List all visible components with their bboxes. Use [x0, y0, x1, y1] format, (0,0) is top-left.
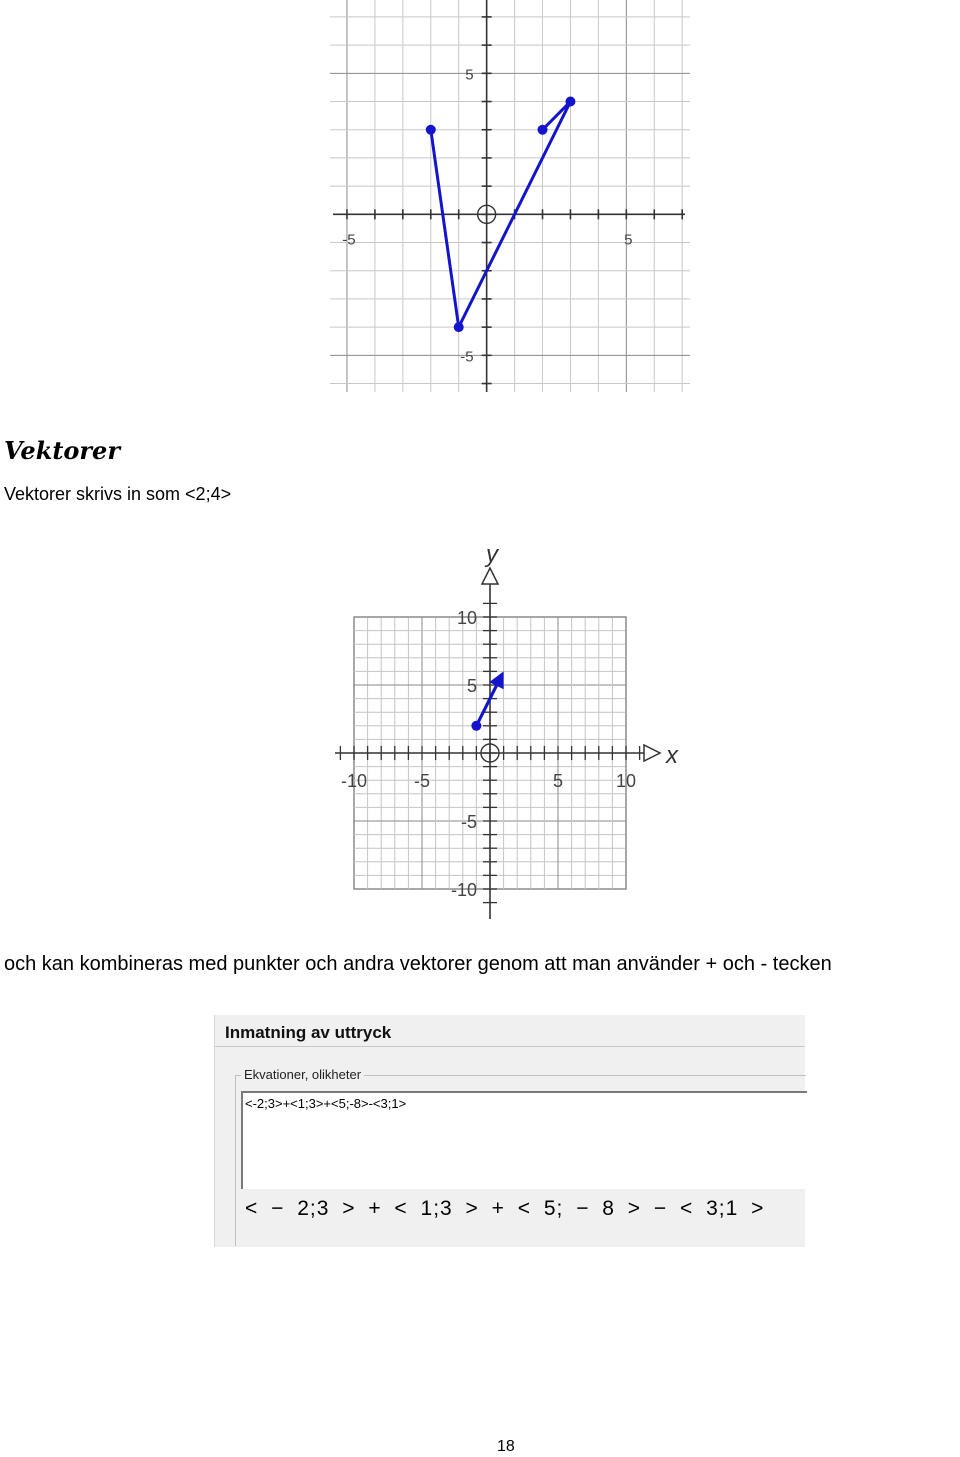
y-tick-label: -5 [460, 348, 474, 366]
y-tick-label: 5 [466, 676, 477, 696]
vector-segment [431, 130, 459, 327]
x-axis-label: x [666, 742, 678, 769]
page-number: 18 [497, 1438, 515, 1455]
point-marker [454, 322, 464, 332]
expression-input-value: <-2;3>+<1;3>+<5;-8>-<3;1> [245, 1096, 407, 1111]
axes [333, 0, 685, 392]
point-marker [538, 125, 548, 135]
x-tick-label: 5 [552, 771, 564, 791]
y-tick-label: -5 [460, 812, 477, 832]
vector-start-point [471, 721, 481, 731]
expression-input-dialog [214, 1015, 805, 1247]
x-tick-label: 10 [615, 771, 637, 791]
body-text: och kan kombineras med punkter och andra vektorer genom att man använder + och - tecken [4, 953, 832, 975]
y-tick-label: -10 [450, 880, 477, 900]
dialog-title: Inmatning av uttryck [225, 1023, 392, 1042]
y-tick-label: 10 [456, 608, 477, 628]
y-tick-label: 5 [465, 66, 474, 84]
y-axis-label: y [486, 541, 498, 568]
point-marker [565, 97, 575, 107]
x-axis-arrow [644, 745, 660, 761]
intro-text: Vektorer skrivs in som <2;4> [4, 484, 232, 504]
vector-segment [543, 102, 571, 130]
grid [330, 0, 690, 392]
y-axis-arrow [482, 568, 498, 584]
x-tick-label: -5 [413, 771, 431, 791]
expression-preview: < − 2;3 > + < 1;3 > + < 5; − 8 > − < 3;1 > [245, 1197, 765, 1220]
x-tick-label: -10 [340, 771, 368, 791]
expression-input[interactable] [241, 1091, 807, 1189]
vector-graph [325, 535, 685, 930]
vector-sum-graph [330, 0, 690, 392]
point-marker [426, 125, 436, 135]
x-tick-label: 5 [624, 231, 633, 249]
dialog-divider [215, 1046, 805, 1047]
equations-group-label: Ekvationer, olikheter [241, 1067, 364, 1082]
x-tick-label: -5 [342, 231, 356, 249]
section-heading: Vektorer [4, 436, 120, 465]
